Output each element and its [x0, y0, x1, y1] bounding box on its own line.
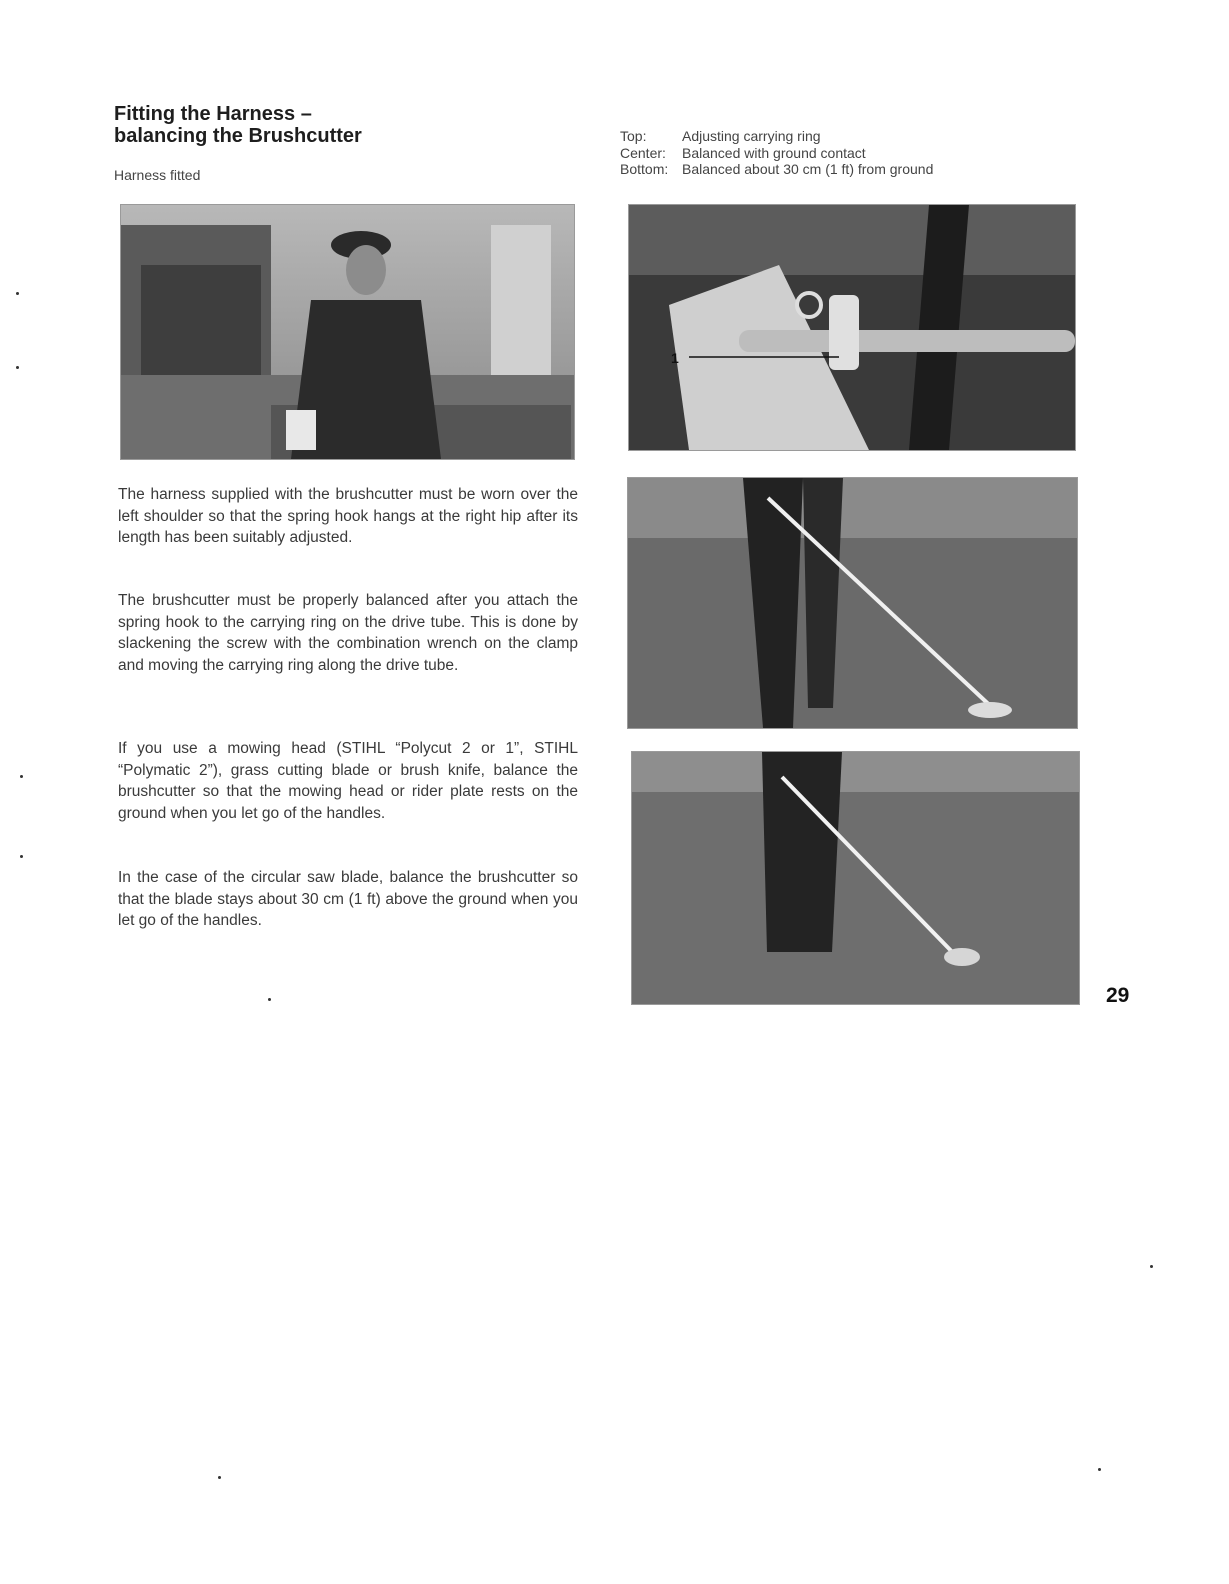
scan-speck [1150, 1265, 1153, 1268]
scan-speck [16, 366, 19, 369]
caption-text-center: Balanced with ground contact [682, 144, 866, 161]
photo-adjusting-carrying-ring [628, 204, 1076, 451]
page-title-line-1: Fitting the Harness – [114, 103, 312, 125]
scan-speck [218, 1476, 221, 1479]
page-title [114, 103, 362, 147]
page-number: 29 [1106, 984, 1130, 1007]
photo-balanced-above-ground [631, 751, 1080, 1005]
scan-speck [268, 998, 271, 1001]
photo-adjusting-carrying-ring-image [629, 205, 1075, 450]
paragraph-4: In the case of the circular saw blade, balance the brushcutter so that the blade stays about 30 cm (1 ft) above the ground when you let go of the handles. [118, 869, 578, 929]
caption-text-bottom: Balanced about 30 cm (1 ft) from ground [682, 161, 934, 177]
paragraph-3: If you use a mowing head (STIHL “Polycut 2 or 1”, STIHL “Polymatic 2”), grass cutting blade or brush knife, balance the brushcutter so that the mowing head or rider plate rests on the ground when you let go of the handles. [118, 740, 578, 822]
photo-harness-fitted [120, 204, 575, 460]
paragraph-1: The harness supplied with the brushcutter must be worn over the left shoulder so that the spring hook hangs at the right hip after its length has been suitably adjusted. [118, 486, 578, 546]
scan-speck [20, 855, 23, 858]
photo-balanced-ground-contact-image [628, 478, 1077, 728]
scan-speck [1098, 1468, 1101, 1471]
caption-label-center: Center: [620, 144, 666, 161]
paragraph-2: The brushcutter must be properly balanced after you attach the spring hook to the carrying ring on the drive tube. This is done by slackening the screw with the combination wrench on the clamp and moving the carrying ring along the drive tube. [118, 592, 578, 674]
figure-left-caption: Harness fitted [114, 167, 201, 183]
scan-speck [16, 292, 19, 295]
photo-harness-fitted-image [121, 205, 574, 459]
caption-label-top: Top: [620, 128, 647, 144]
page-title-line-2: balancing the Brushcutter [114, 125, 362, 147]
caption-text-top: Adjusting carrying ring [682, 128, 821, 144]
caption-label-bottom: Bottom: [620, 161, 669, 177]
photo-balanced-above-ground-image [632, 752, 1079, 1004]
callout-number: 1 [671, 350, 679, 366]
scan-speck [20, 775, 23, 778]
photo-balanced-ground-contact [627, 477, 1078, 729]
figure-right-captions [620, 128, 933, 178]
